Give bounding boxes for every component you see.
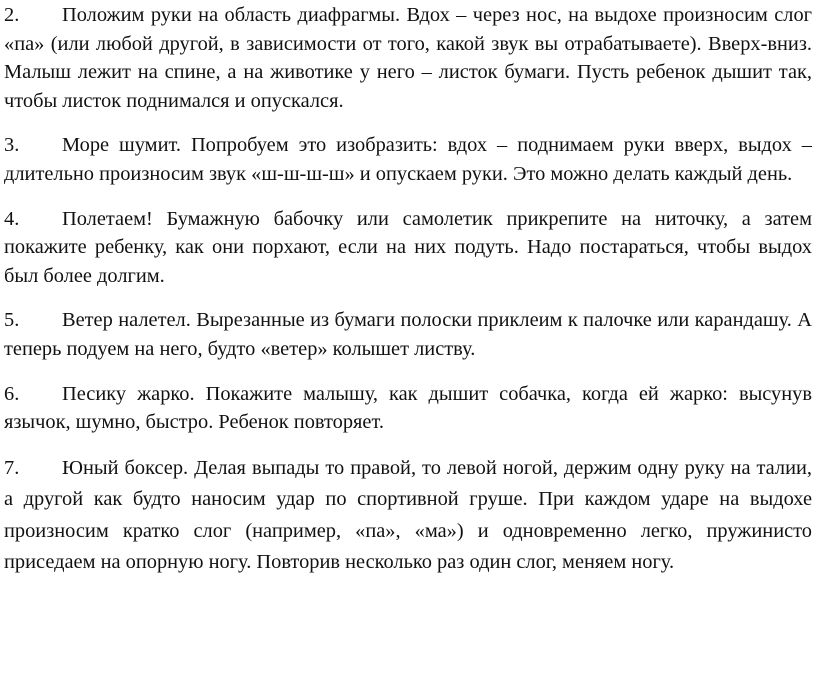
list-item-5 xyxy=(4,306,812,363)
item-number: 6. xyxy=(4,382,20,405)
item-number: 3. xyxy=(4,134,20,157)
item-number: 7. xyxy=(4,456,20,479)
list-item-7 xyxy=(4,453,812,579)
item-number: 5. xyxy=(4,309,20,332)
item-text: Полетаем! Бумажную бабочку или самолетик прикрепите на ниточку, а затем покажите ребенку, как они порхают, если на них подуть. Надо постараться, чтобы выдох был более долгим. xyxy=(4,207,812,287)
item-text: Положим руки на область диафрагмы. Вдох – через нос, на выдохе произносим слог «па» (или любой другой, в зависимости от того, какой звук вы отрабатываете). Вверх-вниз. Малыш лежит на спине, а на животике у него – листок бумаги. Пусть ребенок дышит так, чтобы листок поднимался и опускался. xyxy=(4,4,812,112)
document-page xyxy=(4,0,812,579)
list-item-2 xyxy=(4,1,812,115)
list-item-6 xyxy=(4,380,812,437)
list-item-4 xyxy=(4,205,812,291)
item-text: Песику жарко. Покажите малышу, как дышит собачка, когда ей жарко: высунув язычок, шумно, быстро. Ребенок повторяет. xyxy=(4,382,812,434)
item-number: 4. xyxy=(4,207,20,230)
item-text: Ветер налетел. Вырезанные из бумаги полоски приклеим к палочке или карандашу. А теперь подуем на него, будто «ветер» колышет листву. xyxy=(4,309,812,360)
list-item-3 xyxy=(4,131,812,188)
item-text: Юный боксер. Делая выпады то правой, то левой ногой, держим одну руку на талии, а другой как будто наносим удар по спортивной груше. При каждом ударе на выдохе произносим кратко слог (например, «па», «ма») и одновременно легко, пружинисто приседаем на опорную ногу. Повторив несколько раз один слог, меняем ногу. xyxy=(4,456,812,574)
item-text: Море шумит. Попробуем это изобразить: вдох – поднимаем руки вверх, выдох – длительно произносим звук «ш-ш-ш-ш» и опускаем руки. Это можно делать каждый день. xyxy=(4,134,812,185)
item-number: 2. xyxy=(4,4,20,26)
